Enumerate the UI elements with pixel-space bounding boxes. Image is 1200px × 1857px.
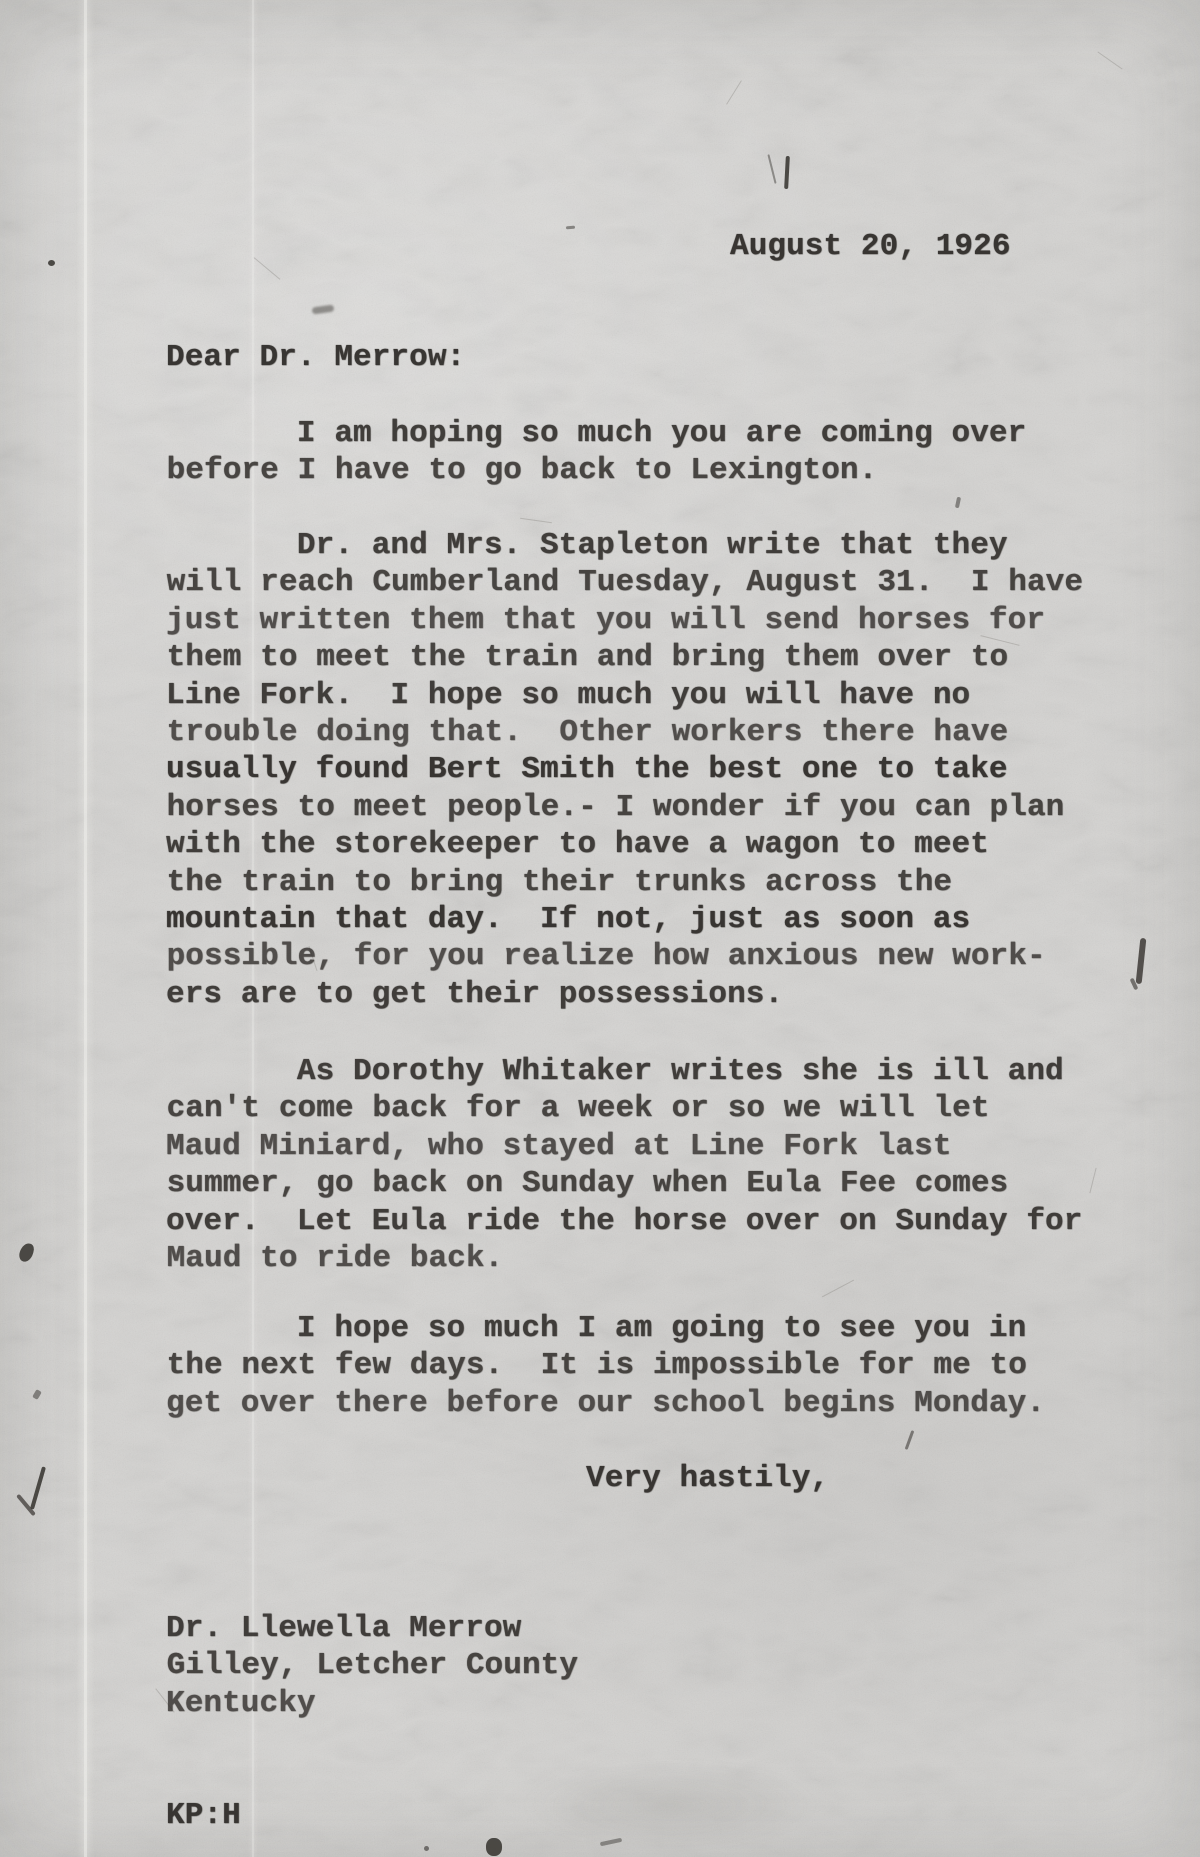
paper-crease — [84, 0, 87, 1857]
recipient-address-block — [166, 1535, 577, 1857]
stray-quote-mark — [955, 497, 961, 509]
salutation: Dear Dr. Merrow: — [166, 340, 466, 375]
ink-speck — [32, 1389, 42, 1400]
paragraph-4: I hope so much I am going to see you in the next few days. It is impossible for me to get over there before our school begins Monday. — [166, 1311, 1046, 1421]
ink-speck — [48, 260, 55, 266]
ink-blob — [17, 1241, 35, 1263]
paragraph-3: As Dorothy Whitaker writes she is ill and can't come back for a week or so we will let Maud Miniard, who stayed at Line Fork last summer, go back on Sunday when Eula Fee comes over. Let Eula ride the horse over on Sunday for Maud to ride back. — [166, 1054, 1083, 1277]
paper-fiber — [822, 1280, 854, 1298]
closing-line: Very hastily, — [586, 1461, 830, 1496]
paper-fiber — [726, 80, 742, 104]
scan-fiber-mark — [600, 1838, 622, 1846]
ink-dash — [566, 226, 575, 230]
paragraph-1: I am hoping so much you are coming over before I have to go back to Lexington. — [166, 416, 1027, 489]
paper-fiber — [1089, 1168, 1096, 1193]
smudge-mark — [312, 305, 335, 315]
pen-stroke-mark — [784, 156, 790, 189]
paragraph-2: Dr. and Mrs. Stapleton write that they will reach Cumberland Tuesday, August 31. I have just written them that you will send horses for them to meet the train and bring them over to Line Fork. I hope so much you will have no trouble doing that. Other workers there have usually found Bert Smith the best one to take horses to meet people.- I wonder if you can plan with the storekeeper to have a wagon to meet the train to bring their trunks across the mountain that day. If not, just as soon as possible, for you realize how anxious new work- ers are to get their possessions. — [166, 528, 1084, 1012]
pen-angle-mark — [30, 1466, 46, 1509]
date-line: August 20, 1926 — [730, 229, 1011, 264]
pen-squiggle-mark — [1136, 938, 1147, 984]
recipient-address: Dr. Llewella Merrow Gilley, Letcher County Kentucky — [166, 1610, 579, 1721]
stray-tick-mark — [905, 1430, 915, 1450]
pen-curve-mark — [767, 154, 776, 184]
reference-initials: KP:H — [166, 1797, 241, 1833]
paper-fiber — [254, 257, 281, 280]
paper-fiber — [520, 518, 552, 523]
paper-fiber — [1097, 51, 1122, 69]
